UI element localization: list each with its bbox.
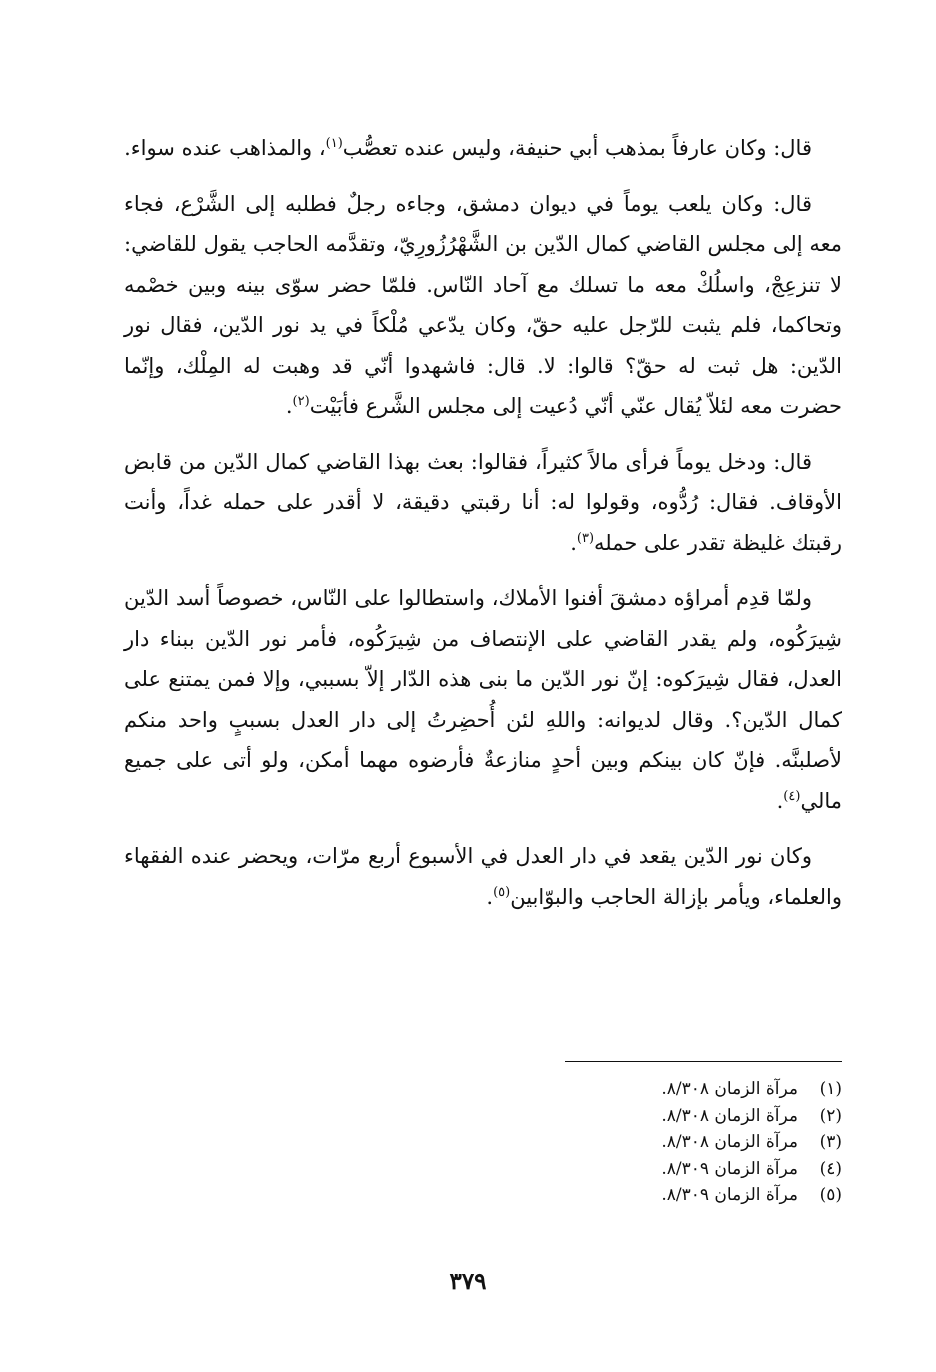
footnote-number: (٣) (819, 1132, 842, 1152)
footnote-text: مرآة الزمان ٨/٣٠٨. (661, 1105, 798, 1126)
paragraph-tail: ، والمذاهب عنده سواء. (124, 136, 326, 160)
footnote-number: (١) (819, 1079, 842, 1099)
footnote-text: مرآة الزمان ٨/٣٠٩. (661, 1185, 798, 1205)
paragraph-2 (124, 184, 842, 427)
paragraph-text: قال: وكان يلعب يوماً في ديوان دمشق، وجاءه رجلٌ فطلبه إلى الشَّرْع، فجاء معه إلى مجلس القاضي كمال الدّين بن الشَّهْرُزُورِيّ، وتقدَّمه الحاجب يقول للقاضي: لا تنزعِجْ، واسلُكْ معه ما تسلك مع آحاد النّاس. فلمّا حضر سوّى بينه وبين خصْمه وتحاكما، فلم يثبت للرّجل عليه حقّ، وكان يدّعي مُلْكاً في يد نور الدّين، فقال نور الدّين: هل ثبت له حقّ؟ قالوا: لا. قال: فاشهدوا أنّي قد وهبت له المِلْك، وإنّما حضرت معه لئلاّ يُقال عنّي أنّي دُعيت إلى مجلس الشَّرع فأبَيْت (124, 191, 842, 418)
footnotes (560, 1076, 842, 1209)
paragraph-3 (124, 442, 842, 564)
paragraph-4 (124, 578, 842, 821)
footnote-text: مرآة الزمان ٨/٣٠٨. (661, 1079, 798, 1099)
footnote-4 (560, 1156, 842, 1183)
body-text (124, 128, 842, 932)
footnote-separator (565, 1061, 842, 1062)
paragraph-5 (124, 836, 842, 917)
footnote-ref: (٤) (783, 788, 801, 804)
footnote-ref: (٢) (292, 394, 310, 409)
page-number: ٣٧٩ (449, 1268, 487, 1295)
footnote-text: مرآة الزمان ٨/٣٠٨. (661, 1132, 798, 1152)
footnote-number: (٥) (819, 1185, 842, 1205)
paragraph-text: وكان نور الدّين يقعد في دار العدل في الأسبوع أربع مرّات، ويحضر عنده الفقهاء والعلماء، ويأمر بإزالة الحاجب والبوّابين (124, 844, 842, 909)
footnote-ref: (١) (325, 136, 343, 151)
paragraph-tail: . (486, 884, 494, 909)
footnote-ref: (٥) (493, 884, 511, 900)
paragraph-text: قال: وكان عارفاً بمذهب أبي حنيفة، وليس عنده تعصُّب (342, 136, 812, 160)
paragraph-text: ولمّا قدِم أمراؤه دمشقَ أفنوا الأملاك، واستطالوا على النّاس، خصوصاً أسد الدّين شِيرَكُوه، ولم يقدر القاضي على الإنتصاف من شِيرَكُوه، فأمر نور الدّين ببناء دار العدل، فقال شِيرَكوه: إنّ نور الدّين ما بنى هذه الدّار إلاّ بسببي، وإلا فمن يمتنع على كمال الدّين؟. وقال لديوانه: واللهِ لئن أُحضِرتُ إلى دار العدل بسببٍ واحد منكم لأصلبنَّه. فإنّ كان بينكم وبين أحدٍ منازعةٌ فأرضوه مهما أمكن، ولو أتى على جميع مالي (124, 586, 842, 813)
footnote-5 (560, 1182, 842, 1209)
footnote-text: مرآة الزمان ٨/٣٠٩. (661, 1158, 798, 1179)
footnote-ref: (٣) (576, 530, 595, 546)
footnote-2 (560, 1103, 842, 1130)
paragraph-tail: . (285, 394, 293, 418)
paragraph-tail: . (776, 788, 784, 813)
footnote-3 (560, 1129, 842, 1156)
paragraph-tail: . (570, 530, 577, 555)
paragraph-1 (124, 128, 842, 169)
paragraph-text: قال: ودخل يوماً فرأى مالاً كثيراً، فقالوا: بعث بهذا القاضي كمال الدّين من قابض الأوقاف. فقال: رُدُّوه، وقولوا له: أنا رقبتي دقيقة، لا أقدر على حمله غداً، وأنت رقبتك غليظة تقدر على حمله (124, 449, 842, 555)
footnote-1 (560, 1076, 842, 1103)
footnote-number: (٤) (819, 1158, 842, 1179)
footnote-number: (٢) (819, 1105, 842, 1126)
